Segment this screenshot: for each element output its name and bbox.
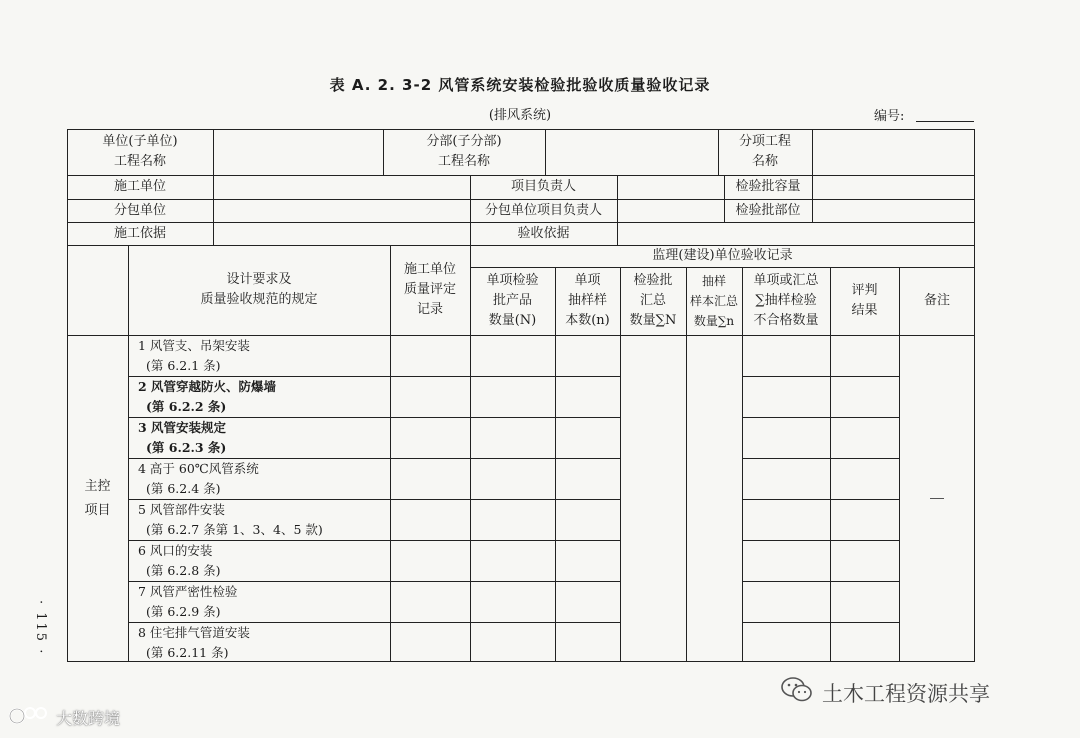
table-subtitle: (排风系统) [488,108,552,123]
single-sample-count-header-line1: 单项 [574,273,601,288]
construction-basis-field[interactable] [213,222,470,245]
batch-location-field[interactable] [812,199,975,222]
judgement-header [830,267,899,335]
sample-total-header-line2: 样本汇总 [689,294,738,308]
inspection-item [138,336,388,376]
unit-name-label-line1: 单位(子单位) [102,134,178,149]
subcontractor-manager-label: 分包单位项目负责人 [484,202,602,218]
item-divider [742,458,899,459]
fail-quantity-header-line1: 单项或汇总 [753,273,819,288]
unit-name-label-line2: 工程名称 [113,154,166,169]
item-name: 8 住宅排气管道安装 [138,625,250,640]
main-control-label-line2: 项目 [84,502,111,518]
remarks-dash [930,498,944,499]
batch-location-label: 检验批部位 [735,202,801,218]
brand-watermark [8,704,120,730]
sample-total-header [686,267,742,335]
construction-basis-label: 施工依据 [113,225,166,241]
subcontractor-manager-field[interactable] [617,199,724,222]
batch-total-header [620,267,686,335]
acceptance-basis-field[interactable] [617,222,975,245]
fail-quantity-header-line2: ∑抽样检验 [755,293,817,308]
brand-watermark-text: 大数跨境 [56,708,121,728]
item-clause: (第 6.2.3 条) [146,440,227,455]
single-batch-quantity-header-line2: 批产品 [492,293,532,308]
item-clause: (第 6.2.9 条) [146,604,221,619]
single-batch-quantity-header-line1: 单项检验 [486,273,539,288]
subcontractor-label: 分包单位 [113,202,166,218]
batch-capacity-label: 检验批容量 [735,179,801,194]
single-batch-quantity-header [470,267,555,335]
wechat-watermark [780,676,990,709]
single-batch-quantity-header-line3: 数量(N) [488,313,537,328]
subcontractor-field[interactable] [213,199,470,222]
sample-total-header-line3: 数量∑n [693,314,735,328]
division-name-label-line1: 分部(子分部) [426,134,502,149]
acceptance-basis-label: 验收依据 [517,225,570,241]
unit-name-field[interactable] [213,129,383,175]
item-name: 4 高于 60℃风管系统 [138,461,259,476]
inspection-item [138,623,388,663]
batch-capacity-field[interactable] [812,175,975,199]
supervision-record-header: 监理(建设)单位验收记录 [652,248,793,263]
contractor-evaluation-header-line3: 记录 [416,302,443,317]
single-sample-count-header [555,267,620,335]
item-clause: (第 6.2.8 条) [146,563,221,578]
batch-total-header-line1: 检验批 [633,273,673,288]
item-name: 5 风管部件安装 [138,502,225,517]
judgement-header-line2: 结果 [851,303,878,318]
item-name: 7 风管严密性检验 [138,584,238,599]
item-divider [742,499,899,500]
design-requirements-header-line2: 质量验收规范的规定 [200,292,318,307]
main-control-label [67,335,128,662]
unit-name-label [67,129,213,175]
fail-quantity-header [742,267,830,335]
inspection-item [138,500,388,540]
batch-total-header-line3: 数量∑N [629,313,677,328]
contractor-label: 施工单位 [113,179,166,194]
item-name: 6 风口的安装 [138,543,213,558]
contractor-evaluation-header-line2: 质量评定 [403,282,456,297]
code-field[interactable] [916,121,974,122]
item-divider [742,581,899,582]
wechat-icon [780,676,814,709]
item-name: 2 风管穿越防火、防爆墙 [138,379,277,394]
single-sample-count-header-line2: 抽样样 [567,293,607,308]
contractor-evaluation-header-line1: 施工单位 [403,262,456,277]
page-number: · 115 · [33,600,48,656]
inspection-item [138,582,388,622]
design-requirements-header-line1: 设计要求及 [226,272,292,287]
inspection-item [138,541,388,581]
division-name-label [383,129,545,175]
item-divider [742,417,899,418]
table-title: 表 A. 2. 3-2 风管系统安装检验批验收质量验收记录 [329,76,711,94]
subitem-name-label [718,129,812,175]
item-clause: (第 6.2.2 条) [146,399,227,414]
inspection-item [138,459,388,499]
item-clause: (第 6.2.4 条) [146,481,221,496]
judgement-header-line1: 评判 [851,283,878,298]
design-requirements-header [128,245,390,335]
sample-total-header-line1: 抽样 [701,274,726,288]
fail-quantity-header-line3: 不合格数量 [753,313,819,328]
item-divider [742,376,899,377]
division-name-field[interactable] [545,129,718,175]
code-label: 编号: [874,109,905,124]
contractor-evaluation-header [390,245,470,335]
item-divider [742,540,899,541]
single-sample-count-header-line3: 本数(n) [565,313,610,328]
weibo-icon [8,704,52,730]
inspection-item [138,418,388,458]
item-name: 1 风管支、吊架安装 [138,338,250,353]
remarks-header: 备注 [923,293,950,308]
batch-total-header-line2: 汇总 [639,293,666,308]
inspection-item [138,377,388,417]
item-clause: (第 6.2.7 条第 1、3、4、5 款) [146,522,323,537]
main-control-label-line1: 主控 [84,478,111,494]
item-divider [742,622,899,623]
subitem-name-label-line2: 名称 [751,154,778,169]
item-clause: (第 6.2.11 条) [146,645,229,660]
subitem-name-field[interactable] [812,129,975,175]
project-manager-field[interactable] [617,175,724,199]
project-manager-label: 项目负责人 [510,179,576,194]
division-name-label-line2: 工程名称 [437,154,490,169]
item-clause: (第 6.2.1 条) [146,358,221,373]
contractor-field[interactable] [213,175,470,199]
item-name: 3 风管安装规定 [138,420,227,435]
subitem-name-label-line1: 分项工程 [738,134,791,149]
wechat-watermark-text: 土木工程资源共享 [822,681,990,706]
